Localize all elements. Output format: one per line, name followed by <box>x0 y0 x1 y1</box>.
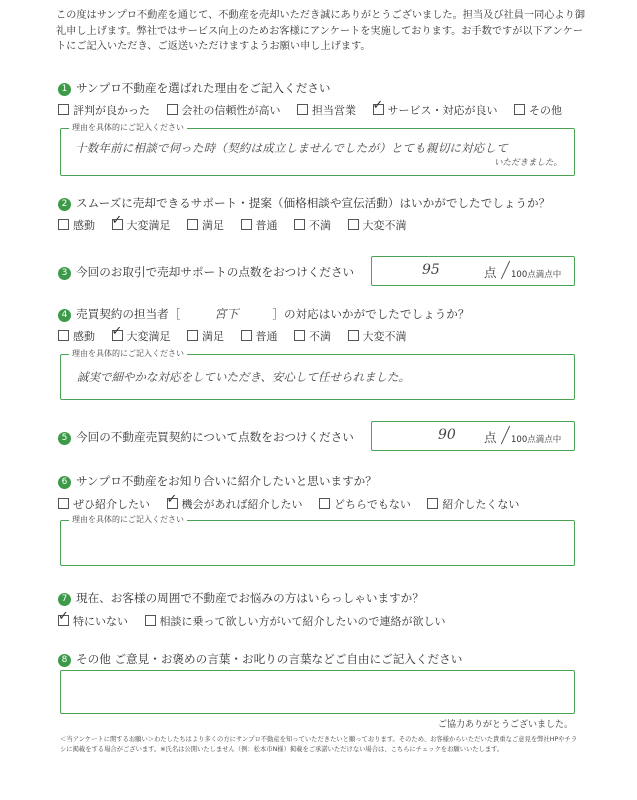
checkbox[interactable] <box>187 330 198 341</box>
q4-option-satisfied[interactable]: 満足 <box>187 328 224 344</box>
checkbox[interactable] <box>294 330 305 341</box>
checkbox[interactable] <box>241 330 252 341</box>
question-5-score-box[interactable] <box>371 421 575 451</box>
score-value: 95 <box>422 262 440 278</box>
thanks-text: ご協力ありがとうございました。 <box>437 720 573 730</box>
question-4-answer: 誠実で細やかな対応をしていただき、安心して任せられました。 <box>77 370 411 384</box>
question-1-number: 1 <box>58 83 71 96</box>
question-1-options <box>58 98 575 118</box>
checkbox-checked[interactable] <box>166 492 178 509</box>
score-value: 90 <box>438 427 456 443</box>
checkbox[interactable] <box>297 104 308 115</box>
check-mark-icon: ✓ <box>372 98 384 113</box>
reason-box-label: 理由を具体的にご記入ください <box>69 348 187 359</box>
question-7 <box>58 590 424 606</box>
question-6-reason-box[interactable] <box>60 515 575 566</box>
question-7-text: 現在、お客様の周囲で不動産でお悩みの方はいらっしゃいますか？ <box>76 591 424 605</box>
q1-option-sales-rep[interactable]: 担当営業 <box>297 102 356 118</box>
question-3-text: 今回のお取引で売却サポートの点数をおつけください <box>76 265 355 279</box>
intro-text: この度はサンプロ不動産を通じて、不動産を売却いただき誠にありがとうございました。担当及び社員一同心より御礼申し上げます。弊社ではサービス向上のためお客様にアンケートを実施しております。お手数ですが以下アンケートにご記入いただき、ご返送いただけますようお願い申し上げます。 <box>56 10 586 52</box>
check-mark-icon: ✓ <box>111 213 123 228</box>
checkbox[interactable] <box>294 219 305 230</box>
footer-note: ＜当アンケートに関するお願い＞わたしたちはより多くの方にサンプロ不動産を知っていただきたいと願っております。そのため、お客様からいただいた貴重なご意見を弊社HPやチラシに掲載をする場合がございます。※氏名は公開いたしません（例：松本市N様）掲載をご承諾いただけない場合は、こちらにチェックをお願いいたします。 <box>60 736 578 753</box>
question-7-options <box>58 609 459 629</box>
score-unit: 点 <box>484 265 497 280</box>
question-3 <box>58 264 354 280</box>
checkbox-checked[interactable] <box>111 324 123 341</box>
question-6-options <box>58 492 532 512</box>
question-4-number: 4 <box>58 309 71 322</box>
check-mark-icon: ✓ <box>166 492 178 507</box>
reason-box-label: 理由を具体的にご記入ください <box>69 122 187 133</box>
q1-option-reliability[interactable]: 会社の信頼性が高い <box>167 102 281 118</box>
question-1-answer-line2: いただきました。 <box>494 158 563 168</box>
q6-option-definitely[interactable]: ぜひ紹介したい <box>58 496 150 512</box>
question-3-number: 3 <box>58 267 71 280</box>
q4-option-normal[interactable]: 普通 <box>241 328 278 344</box>
q1-option-service[interactable]: ✓ サービス・対応が良い <box>372 98 498 117</box>
checkbox[interactable] <box>58 330 69 341</box>
question-2-number: 2 <box>58 198 71 211</box>
checkbox[interactable] <box>58 104 69 115</box>
question-4-options <box>58 324 420 344</box>
checkbox[interactable] <box>514 104 525 115</box>
q6-option-no[interactable]: 紹介したくない <box>427 496 519 512</box>
question-1-answer-line1: 十数年前に相談で伺った時（契約は成立しませんでしたが）とても親切に対応して <box>75 141 508 155</box>
question-6-number: 6 <box>58 476 71 489</box>
q2-option-dissatisfied[interactable]: 不満 <box>294 217 331 233</box>
checkbox[interactable] <box>58 498 69 509</box>
question-4-text-before: 売買契約の担当者［ <box>76 307 181 321</box>
question-1-text: サンプロ不動産を選ばれた理由をご記入ください <box>76 81 331 95</box>
question-6-text: サンプロ不動産をお知り合いに紹介したいと思いますか？ <box>76 474 377 488</box>
q4-option-very-satisfied[interactable]: ✓ 大変満足 <box>111 324 171 343</box>
checkbox[interactable] <box>241 219 252 230</box>
q4-option-very-dissatisfied[interactable]: 大変不満 <box>348 328 407 344</box>
question-2 <box>58 195 550 211</box>
q2-option-very-dissatisfied[interactable]: 大変不満 <box>348 217 407 233</box>
score-slash <box>501 261 510 280</box>
q1-option-other[interactable]: その他 <box>514 102 562 118</box>
q2-option-very-satisfied[interactable]: ✓ 大変満足 <box>111 213 171 232</box>
checkbox[interactable] <box>167 104 178 115</box>
checkbox[interactable] <box>58 219 69 230</box>
q2-option-satisfied[interactable]: 満足 <box>187 217 224 233</box>
checkbox-checked[interactable] <box>111 213 123 230</box>
check-mark-icon: ✓ <box>58 609 69 624</box>
checkbox-checked[interactable] <box>58 609 69 626</box>
question-1 <box>58 80 330 96</box>
check-mark-icon: ✓ <box>111 324 123 339</box>
question-2-text: スムーズに売却できるサポート・提案（価格相談や宣伝活動）はいかがでしたでしょうか？ <box>76 196 551 210</box>
q4-option-impressed[interactable]: 感動 <box>58 328 95 344</box>
score-note: 100点満点中 <box>511 435 562 445</box>
staff-name: 宮下 <box>214 307 239 321</box>
question-4-text-after: ］の対応はいかがでしたでしょうか？ <box>272 307 470 321</box>
question-8 <box>58 651 462 667</box>
score-unit: 点 <box>484 430 497 445</box>
question-8-number: 8 <box>58 654 71 667</box>
q7-option-none[interactable]: ✓ 特にいない <box>58 609 128 628</box>
checkbox-checked[interactable] <box>372 98 384 115</box>
checkbox[interactable] <box>145 615 156 626</box>
checkbox[interactable] <box>348 330 359 341</box>
q2-option-normal[interactable]: 普通 <box>241 217 278 233</box>
q2-option-impressed[interactable]: 感動 <box>58 217 95 233</box>
checkbox[interactable] <box>187 219 198 230</box>
q4-option-dissatisfied[interactable]: 不満 <box>294 328 331 344</box>
score-slash <box>501 426 510 445</box>
q6-option-neutral[interactable]: どちらでもない <box>319 496 411 512</box>
question-8-text: その他 ご意見・お褒めの言葉・お叱りの言葉などご自由にご記入ください <box>76 652 463 666</box>
question-3-score-box[interactable] <box>371 256 575 286</box>
score-note: 100点満点中 <box>511 270 562 280</box>
checkbox[interactable] <box>348 219 359 230</box>
question-4 <box>58 305 469 322</box>
q7-option-contact[interactable]: 相談に乗って欲しい方がいて紹介したいので連絡が欲しい <box>145 613 446 629</box>
question-6 <box>58 473 377 489</box>
question-1-reason-box[interactable] <box>60 123 575 176</box>
question-4-reason-box[interactable] <box>60 349 575 400</box>
question-8-comment-box[interactable] <box>60 670 575 714</box>
question-5-number: 5 <box>58 432 71 445</box>
question-7-number: 7 <box>58 593 71 606</box>
checkbox[interactable] <box>427 498 438 509</box>
checkbox[interactable] <box>319 498 330 509</box>
reason-box-label: 理由を具体的にご記入ください <box>69 514 187 525</box>
q6-option-if-chance[interactable]: ✓ 機会があれば紹介したい <box>166 492 303 511</box>
q1-option-reputation[interactable]: 評判が良かった <box>58 102 150 118</box>
question-5 <box>58 429 354 445</box>
question-2-options <box>58 213 420 233</box>
question-5-text: 今回の不動産売買契約について点数をおつけください <box>76 430 354 444</box>
